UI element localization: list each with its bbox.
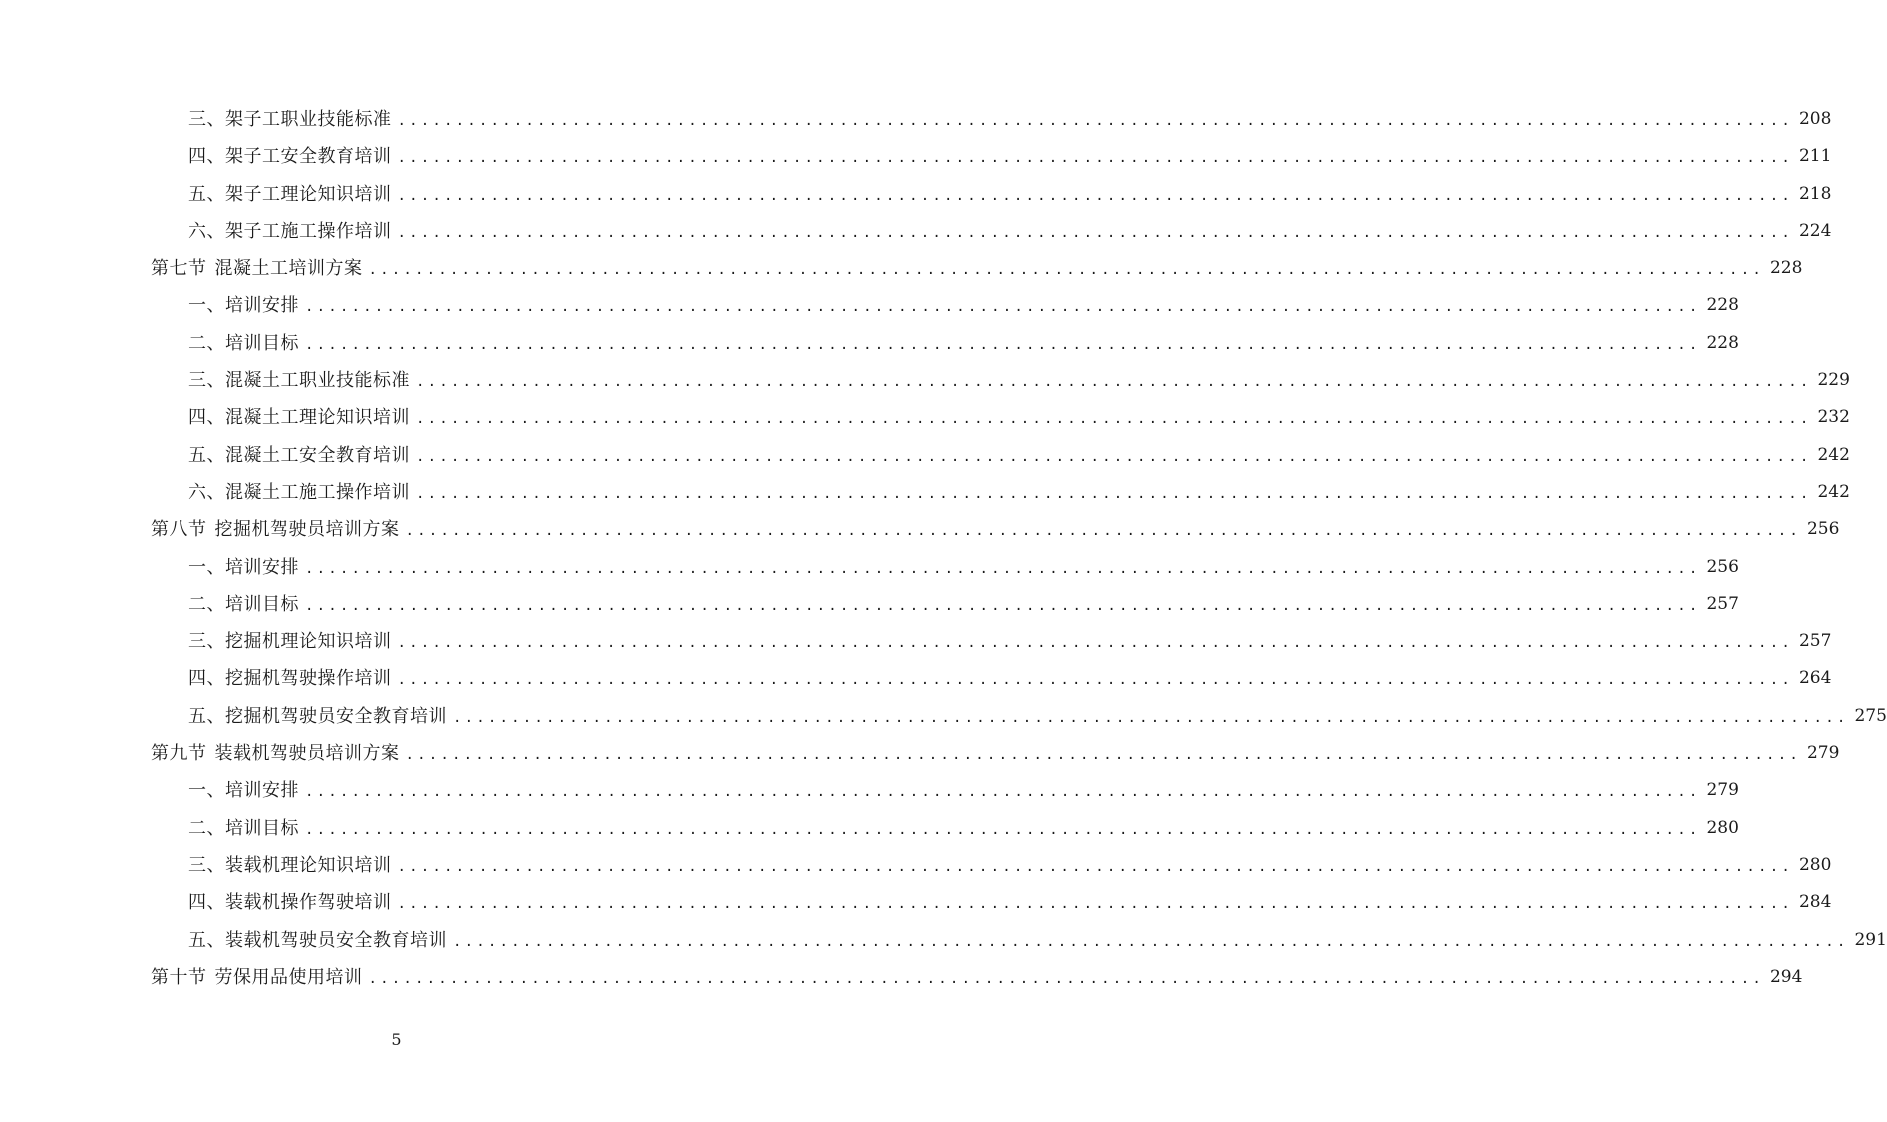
toc-entry-label: 装载机理论知识培训 xyxy=(225,854,392,876)
toc-entry-title xyxy=(188,437,410,474)
toc-entry-label: 装载机驾驶员培训方案 xyxy=(214,743,400,765)
toc-page-number: 291 xyxy=(1854,929,1887,950)
toc-page-number: 229 xyxy=(1817,370,1850,391)
toc-dot-leader: ........................................................................................................................ xyxy=(305,784,1701,801)
toc-entry-label: 混凝土工培训方案 xyxy=(214,258,363,280)
toc-entry-label: 混凝土工职业技能标准 xyxy=(225,370,410,392)
toc-entry-number: 第八节 xyxy=(151,519,207,541)
toc-dot-leader: ........................................................................................................................ xyxy=(405,523,1801,540)
toc-page-number: 280 xyxy=(1706,817,1739,838)
toc-entry-number: 第十节 xyxy=(151,966,207,988)
toc-dot-leader: ........................................................................................................................ xyxy=(416,411,1812,428)
toc-entry-label: 挖掘机驾驶员培训方案 xyxy=(214,519,400,541)
toc-dot-leader: ........................................................................................................................ xyxy=(416,485,1812,502)
toc-entry-label: 培训安排 xyxy=(225,295,299,317)
toc-entry-title xyxy=(188,176,392,213)
toc-entry-title xyxy=(188,287,299,324)
toc-entry-number: 三、 xyxy=(188,109,225,130)
toc-subsection-entry[interactable] xyxy=(0,884,1832,921)
toc-dot-leader: ........................................................................................................................ xyxy=(368,262,1764,279)
toc-entry-number: 二、 xyxy=(188,593,225,615)
toc-entry-title xyxy=(188,138,392,175)
toc-entry-number: 四、 xyxy=(188,668,225,690)
toc-dot-leader: ........................................................................................................................ xyxy=(305,597,1701,614)
toc-entry-title xyxy=(151,511,400,548)
toc-page-number: 232 xyxy=(1817,407,1850,428)
toc-subsection-entry[interactable] xyxy=(0,810,1739,847)
toc-entry-label: 培训目标 xyxy=(225,817,299,839)
toc-entry-label: 挖掘机驾驶操作培训 xyxy=(225,668,392,690)
toc-section-entry[interactable] xyxy=(0,250,1803,287)
toc-page-number: 208 xyxy=(1798,109,1832,129)
toc-page-number: 257 xyxy=(1706,593,1739,614)
toc-subsection-entry[interactable] xyxy=(0,698,1887,735)
toc-page-number: 257 xyxy=(1798,631,1832,652)
toc-entry-title xyxy=(188,772,299,809)
toc-page-number: 228 xyxy=(1706,332,1739,353)
toc-dot-leader: ........................................................................................................................ xyxy=(368,970,1764,987)
toc-page-number: 279 xyxy=(1706,780,1739,801)
toc-entry-title xyxy=(188,922,447,959)
toc-entry-label: 挖掘机驾驶员安全教育培训 xyxy=(225,705,447,727)
toc-page-number: 242 xyxy=(1817,444,1850,465)
toc-entry-title xyxy=(188,549,299,586)
toc-dot-leader: ........................................................................................................................ xyxy=(453,933,1849,950)
toc-dot-leader: ........................................................................................................................ xyxy=(397,858,1793,875)
toc-entry-number: 三、 xyxy=(188,370,225,392)
toc-entry-number: 二、 xyxy=(188,332,225,354)
toc-entry-label: 培训目标 xyxy=(225,332,299,354)
toc-entry-number: 四、 xyxy=(188,407,225,429)
toc-dot-leader: ........................................................................................................................ xyxy=(397,113,1793,129)
toc-entry-title xyxy=(188,213,392,250)
toc-dot-leader: ........................................................................................................................ xyxy=(305,336,1701,353)
toc-dot-leader: ........................................................................................................................ xyxy=(397,224,1793,241)
toc-subsection-entry[interactable] xyxy=(0,399,1850,436)
toc-dot-leader: ........................................................................................................................ xyxy=(416,448,1812,465)
toc-entry-title xyxy=(188,586,299,623)
toc-subsection-entry[interactable] xyxy=(0,138,1832,175)
toc-page-number: 228 xyxy=(1769,258,1803,279)
toc-subsection-entry[interactable] xyxy=(0,287,1739,324)
toc-subsection-entry[interactable] xyxy=(0,660,1832,697)
toc-dot-leader: ........................................................................................................................ xyxy=(305,560,1701,577)
toc-dot-leader: ........................................................................................................................ xyxy=(305,821,1701,838)
toc-dot-leader: ........................................................................................................................ xyxy=(397,150,1793,167)
toc-subsection-entry[interactable] xyxy=(0,325,1739,362)
toc-entry-title xyxy=(188,810,299,847)
toc-entry-title xyxy=(188,399,410,436)
toc-entry-number: 一、 xyxy=(188,780,225,802)
toc-page-number: 284 xyxy=(1798,892,1832,913)
toc-entry-number: 第七节 xyxy=(151,258,207,280)
toc-section-entry[interactable] xyxy=(0,511,1840,548)
toc-page-number: 264 xyxy=(1798,668,1832,689)
toc-entry-number: 四、 xyxy=(188,146,225,168)
toc-entry-title xyxy=(151,735,400,772)
toc-entry-title xyxy=(151,959,363,996)
toc-entry-number: 二、 xyxy=(188,817,225,839)
toc-subsection-entry[interactable] xyxy=(0,772,1739,809)
toc-entry-number: 五、 xyxy=(188,929,225,951)
toc-entry-label: 培训安排 xyxy=(225,556,299,578)
page-number: 5 xyxy=(391,1030,402,1049)
toc-subsection-entry[interactable] xyxy=(0,549,1739,586)
toc-page-number: 275 xyxy=(1854,705,1887,726)
toc-entry-label: 装载机操作驾驶培训 xyxy=(225,892,392,914)
toc-page-number: 224 xyxy=(1798,220,1832,241)
toc-subsection-entry[interactable] xyxy=(0,437,1850,474)
toc-page-number: 228 xyxy=(1706,295,1739,316)
toc-entry-title xyxy=(188,698,447,735)
toc-entry-number: 四、 xyxy=(188,892,225,914)
toc-entry-title xyxy=(188,660,392,697)
toc-section-entry[interactable] xyxy=(0,959,1803,996)
toc-entry-title xyxy=(188,101,392,138)
toc-section-entry[interactable] xyxy=(0,735,1840,772)
toc-entry-title xyxy=(188,847,392,884)
toc-entry-number: 一、 xyxy=(188,556,225,578)
toc-dot-leader: ........................................................................................................................ xyxy=(305,299,1701,316)
toc-page-number: 211 xyxy=(1798,146,1832,167)
toc-entry-title xyxy=(188,623,392,660)
toc-subsection-entry[interactable] xyxy=(0,101,1832,138)
toc-entry-label: 挖掘机理论知识培训 xyxy=(225,631,392,653)
table-of-contents xyxy=(0,101,1887,996)
toc-entry-label: 劳保用品使用培训 xyxy=(214,966,363,988)
toc-entry-number: 五、 xyxy=(188,444,225,466)
toc-entry-label: 架子工安全教育培训 xyxy=(225,146,392,168)
toc-entry-label: 混凝土工理论知识培训 xyxy=(225,407,410,429)
toc-entry-label: 培训安排 xyxy=(225,780,299,802)
toc-entry-number: 五、 xyxy=(188,705,225,727)
toc-entry-number: 五、 xyxy=(188,183,225,205)
toc-subsection-entry[interactable] xyxy=(0,176,1832,213)
toc-subsection-entry[interactable] xyxy=(0,623,1832,660)
toc-entry-label: 混凝土工施工操作培训 xyxy=(225,481,410,503)
toc-entry-number: 三、 xyxy=(188,854,225,876)
toc-page-number: 256 xyxy=(1706,556,1739,577)
toc-subsection-entry[interactable] xyxy=(0,922,1887,959)
toc-entry-number: 一、 xyxy=(188,295,225,317)
toc-dot-leader: ........................................................................................................................ xyxy=(453,709,1849,726)
toc-subsection-entry[interactable] xyxy=(0,847,1832,884)
toc-dot-leader: ........................................................................................................................ xyxy=(397,896,1793,913)
toc-entry-label: 架子工理论知识培训 xyxy=(225,183,392,205)
toc-entry-label: 架子工职业技能标准 xyxy=(225,109,392,130)
toc-entry-title xyxy=(188,884,392,921)
toc-entry-title xyxy=(188,362,410,399)
toc-entry-label: 培训目标 xyxy=(225,593,299,615)
toc-entry-title xyxy=(151,250,363,287)
toc-page-number: 279 xyxy=(1806,743,1840,764)
toc-dot-leader: ........................................................................................................................ xyxy=(397,187,1793,204)
toc-entry-number: 六、 xyxy=(188,481,225,503)
toc-entry-label: 架子工施工操作培训 xyxy=(225,220,392,242)
toc-subsection-entry[interactable] xyxy=(0,474,1850,511)
toc-subsection-entry[interactable] xyxy=(0,213,1832,250)
toc-entry-label: 装载机驾驶员安全教育培训 xyxy=(225,929,447,951)
toc-page-number: 242 xyxy=(1817,481,1850,502)
toc-page-number: 218 xyxy=(1798,183,1832,204)
toc-subsection-entry[interactable] xyxy=(0,362,1850,399)
toc-page-number: 294 xyxy=(1769,966,1803,987)
toc-entry-number: 第九节 xyxy=(151,743,207,765)
toc-page-number: 280 xyxy=(1798,854,1832,875)
toc-entry-title xyxy=(188,325,299,362)
toc-entry-label: 混凝土工安全教育培训 xyxy=(225,444,410,466)
toc-subsection-entry[interactable] xyxy=(0,586,1739,623)
toc-entry-title xyxy=(188,474,410,511)
toc-page-number: 256 xyxy=(1806,519,1840,540)
toc-dot-leader: ........................................................................................................................ xyxy=(397,672,1793,689)
toc-entry-number: 三、 xyxy=(188,631,225,653)
toc-dot-leader: ........................................................................................................................ xyxy=(397,635,1793,652)
toc-dot-leader: ........................................................................................................................ xyxy=(416,374,1812,391)
toc-entry-number: 六、 xyxy=(188,220,225,242)
toc-dot-leader: ........................................................................................................................ xyxy=(405,747,1801,764)
